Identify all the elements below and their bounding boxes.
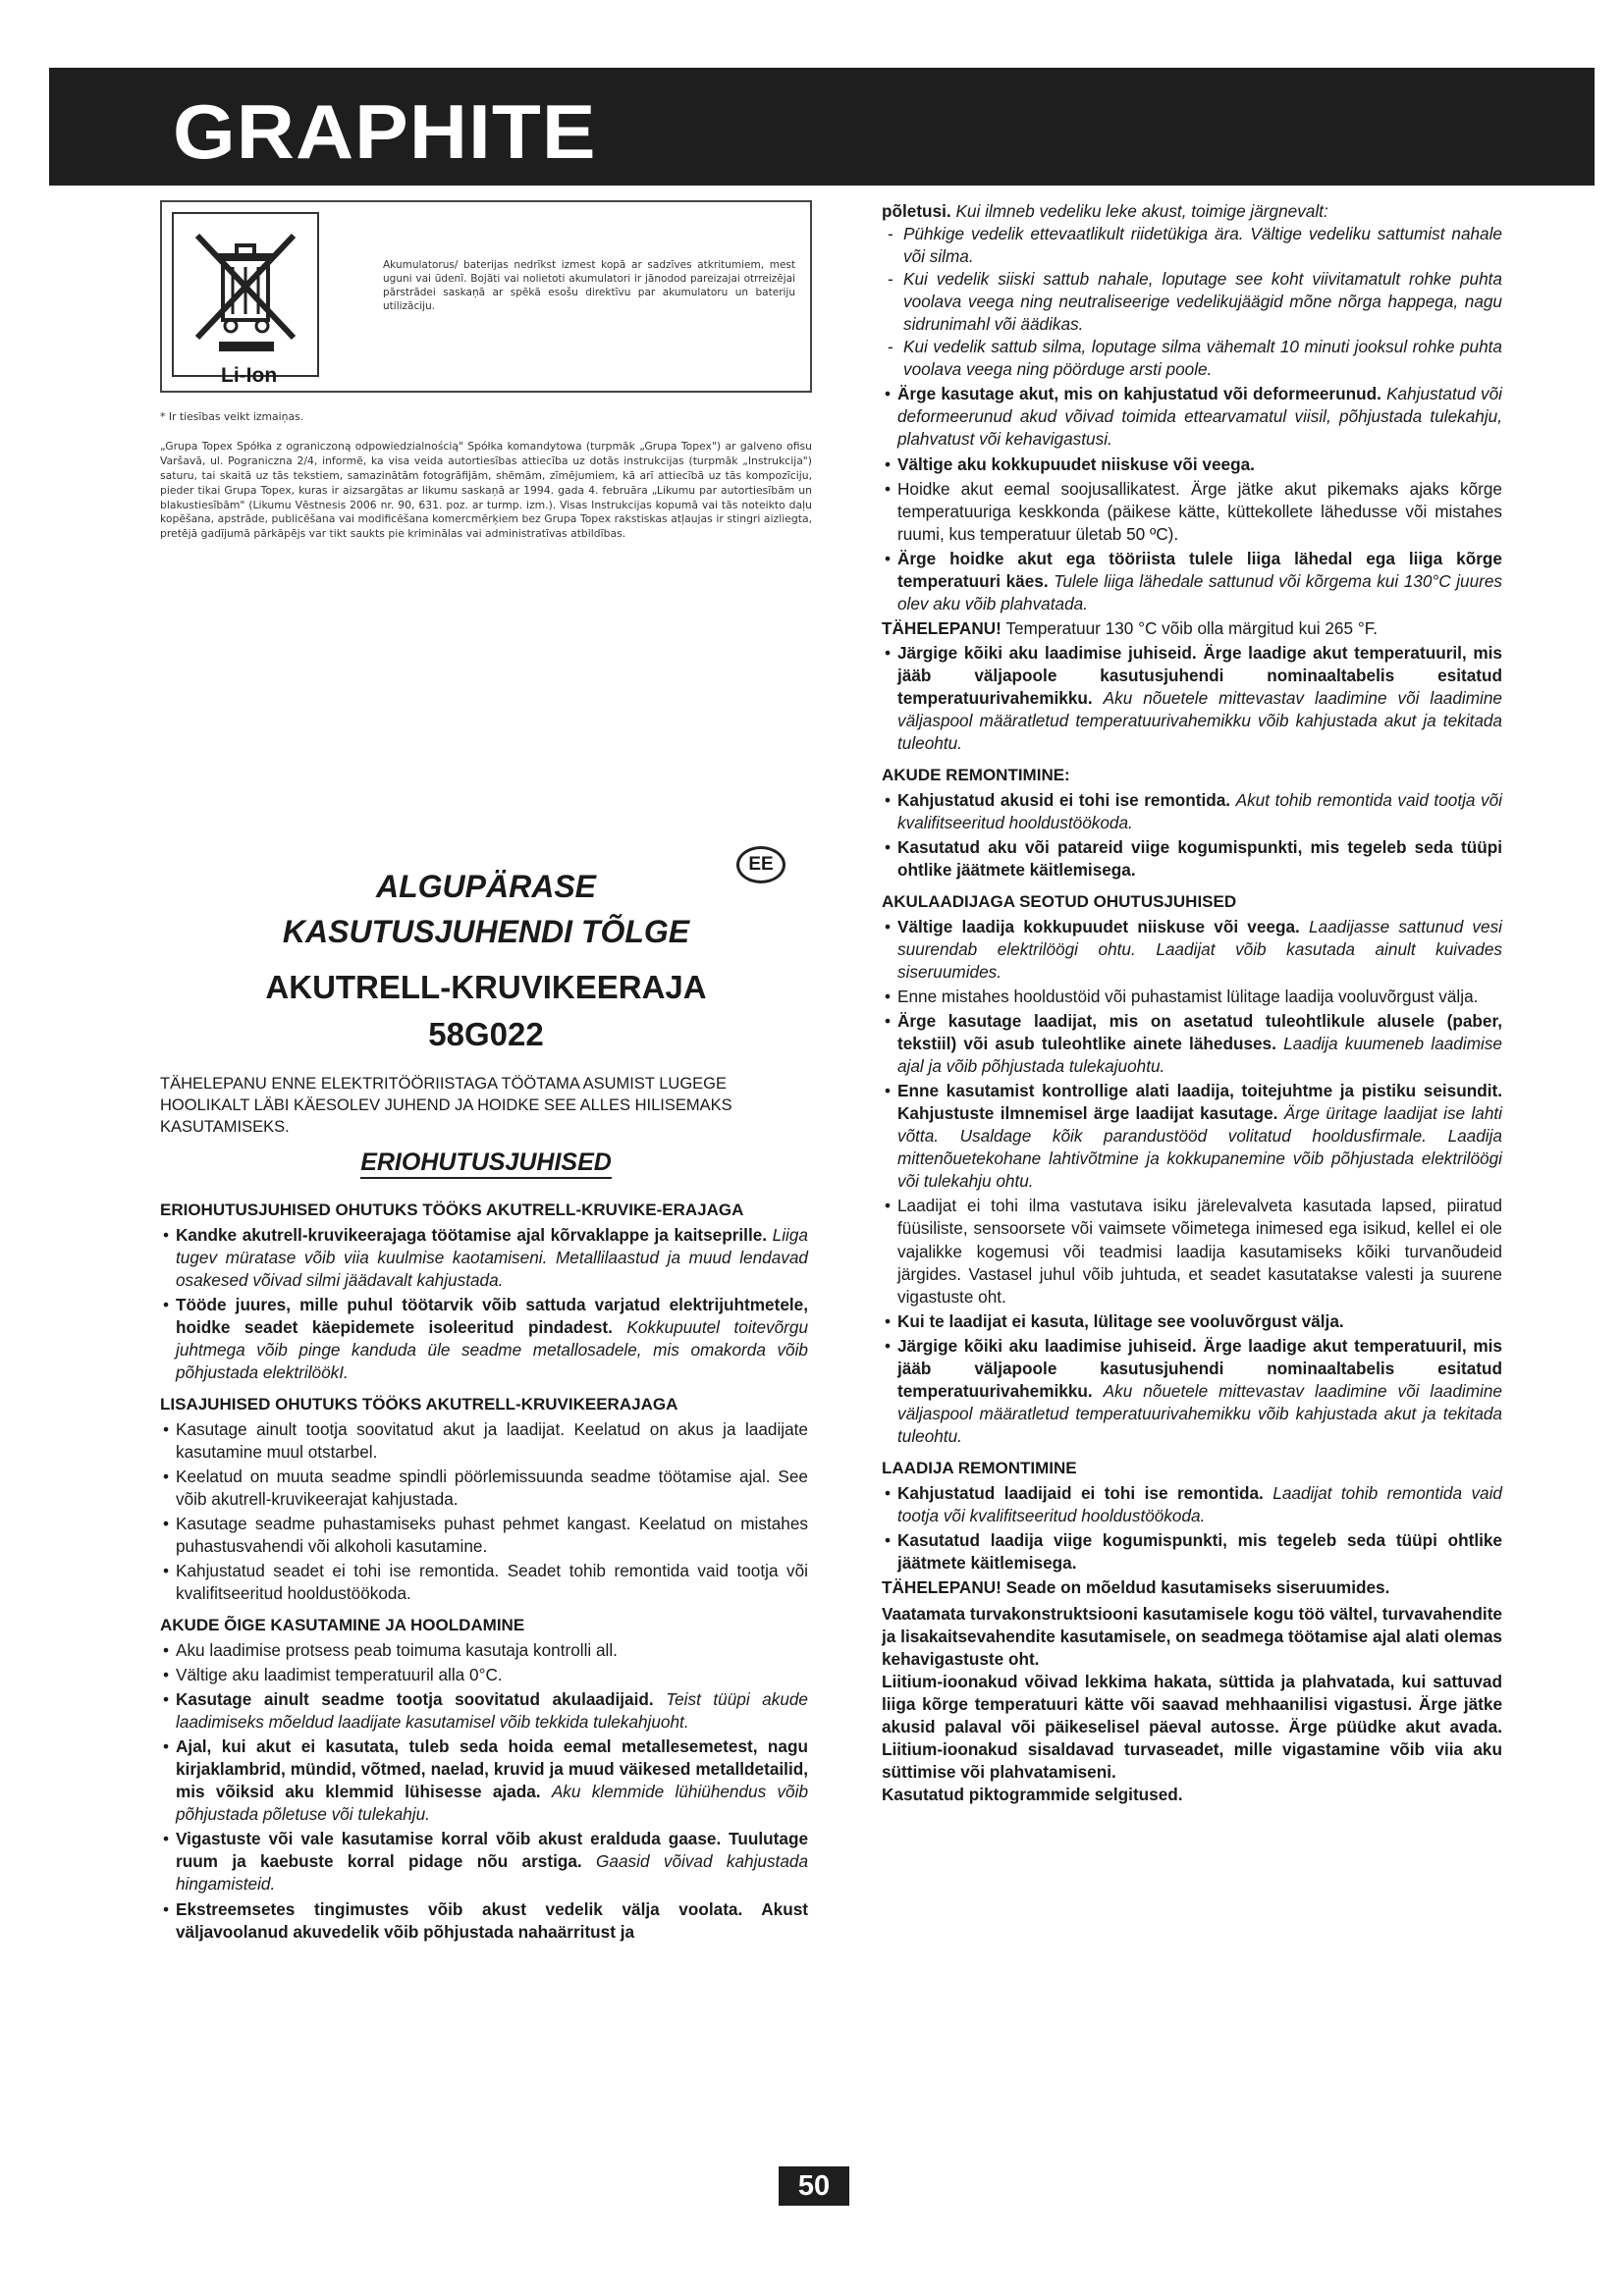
list-item: • Järgige kõiki aku laadimise juhiseid. Ärge laadige akut temperatuuril, mis jääb väljapoole kasutusjuhendi nominaaltabelis esitatud temperatuurivahemikku. Aku nõuetele mittevastav laadimine või laadimine väljaspool määratletud temperatuurivahemikku võib kahjustada akut ja tekitada tuleohtu. [882, 1335, 1502, 1448]
pictogram-note: Kasutatud piktogrammide selgitused. [882, 1785, 1183, 1805]
list-item: • Kandke akutrell-kruvikeerajaga töötamise ajal kõrvaklappe ja kaitseprille. Liiga tugev müratase võib viia kuulmise kaotamiseni. Metallilaastud ja muud lendavad osakesed võivad silmi jäädavalt kahjustada. [160, 1224, 808, 1292]
list-item: • Aku laadimise protsess peab toimuma kasutaja kontrolli all. [160, 1639, 808, 1662]
list-item: • Hoidke akut eemal soojusallikatest. Ärge jätke akut pikemaks ajaks kõrge temperatuuriga keskkonda (päikese kätte, küttekollete lähedusse või mistahes ruumi, kus temperatuur ületab 50 ºC). [882, 478, 1502, 546]
list-item: • Kui te laadijat ei kasuta, lülitage see vooluvõrgust välja. [882, 1310, 1502, 1333]
read-manual-warning: TÄHELEPANU ENNE ELEKTRITÖÖRIISTAGA TÖÖTAMA ASUMIST LUGEGE HOOLIKALT LÄBI KÄESOLEV JUHEND JA HOIDKE SEE ALLES HILISEMAKS KASUTAMISEKS. [160, 1075, 732, 1136]
list-item: • Ärge kasutage laadijat, mis on asetatud tuleohtlikule alusele (paber, tekstiil) või asub tuleohtlike ainete läheduses. Laadija kuumeneb laadimise ajal ja võib põhjustada tulekajuohtu. [882, 1010, 1502, 1078]
continued-paragraph: põletusi. Kui ilmneb vedeliku leke akust, toimige järgnevalt: [882, 201, 1328, 221]
heading-battery-care: AKUDE ÕIGE KASUTAMINE JA HOOLDAMINE [160, 1616, 525, 1635]
list-item: • Kasutatud aku või patareid viige kogumispunkti, mis tegeleb seda tüüpi ohtlike jäätmete käitlemisega. [882, 836, 1502, 881]
list-item: • Enne mistahes hooldustöid või puhastamist lülitage laadija vooluvõrgust välja. [882, 986, 1502, 1008]
list-item: - Pühkige vedelik ettevaatlikult riidetükiga ära. Vältige vedeliku sattumist nahale või silma. [882, 223, 1502, 268]
list-item: • Ärge kasutage akut, mis on kahjustatud või deformeerunud. Kahjustatud või deformeerunud akud võivad toimida ettearvamatul viisil, põhjustada tulekahju, plahvatust või kehavigastusi. [882, 383, 1502, 451]
temperature-note: TÄHELEPANU! Temperatuur 130 °C võib olla märgitud kui 265 °F. [882, 617, 1379, 638]
residual-risk-note: Vaatamata turvakonstruktsiooni kasutamisele kogu töö vältel, turvavahendite ja lisakaitsevahendite kasutamisele, on seadmega töötamise ajal alati olemas kehavigastuste oht. [882, 1603, 1502, 1670]
brand-logo: GRAPHITE [173, 88, 597, 175]
heading-charger-safety: AKULAADIJAGA SEOTUD OHUTUSJUHISED [882, 892, 1237, 912]
section-title-text: ERIOHUTUSJUHISED [360, 1148, 612, 1179]
li-ion-warning: Liitium-ioonakud võivad lekkima hakata, süttida ja plahvatada, kui sattuvad liiga kõrge temperatuuri kätte või saavad mehhaanilisi vigastusi. Ärge jätke akusid palaval või päikeselisel päeval autosse. Ärge püüdke akut avada. Liitium-ioonakud sisaldavad turvaseadet, mille vigastamine võib viia aku süttimise või plahvatamiseni. [882, 1672, 1502, 1783]
section-title [160, 1148, 812, 1177]
list-item: • Vältige aku kokkupuudet niiskuse või veega. [882, 454, 1502, 476]
title-line-1: ALGUPÄRASE [375, 869, 596, 904]
heading-charger-repair: LAADIJA REMONTIMINE [882, 1458, 1077, 1477]
list-item: • Kasutage ainult tootja soovitatud akut ja laadijat. Keelatud on akus ja laadijate kasutamine muul otstarbel. [160, 1418, 808, 1464]
list-item: • Kahjustatud seadet ei tohi ise remontida. Seadet tohib remontida vaid tootja või kvalifitseeritud hooldustöökoda. [160, 1560, 808, 1605]
copyright-text: „Grupa Topex Spółka z ograniczoną odpowiedzialnością" Spółka komandytowa (turpmāk „Grupa Topex") ar galveno ofisu Varšavā, ul. Pograniczna 2/4, informē, ka visa veida autortiesības attiecība uz dotās instrukcijas (turpmāk „Instrukcija") saturu, tai skaitā uz tās tekstiem, samazinātām fotogrāfijām, shēmām, zīmējumiem, kā arī attiecībā uz tās kompozīciju, pieder tikai Grupa Topex, kuras ir aizsargātas ar likumu saskaņā ar 1994. gada 4. februāra „Likumu par autortiesībām un blakustiesībām" (Likumu Vēstnesis 2006 nr. 90, 631. poz. ar turmp. izm.). Visas Instrukcijas kopumā vai tās noteikto daļu kopēšana, apstrāde, publicēšana vai modificēšana komercmērķiem bez Grupa Topex rakstiskas atļaujas ir stingri aizliegta, pretējā gadījumā pārkāpējs var tikt saukts pie kriminālas vai administratīvas atbildības. [160, 440, 812, 541]
product-title [160, 964, 812, 1058]
crossed-bin-frame [172, 212, 319, 377]
battery-disposal-box [160, 200, 812, 393]
list-item: • Vigastuste või vale kasutamise korral võib akust eralduda gaase. Tuulutage ruum ja kaebuste korral pidage nõu arstiga. Gaasid võivad kahjustada hingamisteid. [160, 1828, 808, 1896]
page-number: 50 [779, 2166, 849, 2206]
list-item: • Vältige laadija kokkupuudet niiskuse või veega. Laadijasse sattunud vesi suurendab elektrilöögi ohtu. Laadijat võib kasutada ainult kuivades siseruumides. [882, 916, 1502, 984]
left-column [160, 1200, 808, 1946]
list-item: • Kasutage seadme puhastamiseks puhast pehmet kangast. Keelatud on mistahes puhastusvahendi või alkoholi kasutamine. [160, 1513, 808, 1558]
right-column [882, 200, 1502, 1806]
language-badge: EE [736, 846, 785, 883]
product-model: 58G022 [428, 1016, 544, 1052]
heading-battery-repair: AKUDE REMONTIMINE: [882, 766, 1070, 785]
indoor-use-note: TÄHELEPANU! Seade on mõeldud kasutamiseks siseruumides. [882, 1576, 1390, 1597]
list-item: • Ekstreemsetes tingimustes võib akust vedelik välja voolata. Akust väljavoolanud akuvedelik võib põhjustada nahaärritust ja [160, 1898, 808, 1944]
list-item: • Ajal, kui akut ei kasutata, tuleb seda hoida eemal metallesemetest, nagu kirjaklambrid, mündid, võtmed, naelad, kruvid ja muud väikesed metalldetailid, mis võiksid aku klemmid lühisesse ajada. Aku klemmide lühiühendus võib põhjustada põletuse või tulekahju. [160, 1735, 808, 1826]
crossed-bin-icon [174, 218, 317, 355]
list-item: - Kui vedelik siiski sattub nahale, loputage see koht viivitamatult rohke puhta voolava veega ning neutraliseerige vedelikujäägid mõne nõrga happega, nagu sidrunimahl või äädikas. [882, 268, 1502, 336]
translation-title [160, 864, 812, 954]
heading-special-safety: ERIOHUTUSJUHISED OHUTUKS TÖÖKS AKUTRELL-KRUVIKE-ERAJAGA [160, 1201, 744, 1219]
heading-additional-safety: LISAJUHISED OHUTUKS TÖÖKS AKUTRELL-KRUVIKEERAJAGA [160, 1395, 678, 1415]
list-item: • Kahjustatud laadijaid ei tohi ise remontida. Laadijat tohib remontida vaid tootja või kvalifitseeritud hooldustöökoda. [882, 1482, 1502, 1527]
list-item: • Ärge hoidke akut ega tööriista tulele liiga lähedal ega liiga kõrge temperatuuri käes. Tulele liiga lähedale sattunud või kõrgema kui 130°C juures olev aku võib plahvatada. [882, 548, 1502, 615]
change-note: * Ir tiesības veikt izmaiņas. [160, 410, 304, 423]
list-item: • Kahjustatud akusid ei tohi ise remontida. Akut tohib remontida vaid tootja või kvalifitseeritud hooldustöökoda. [882, 789, 1502, 834]
li-ion-label: Li-Ion [221, 364, 278, 387]
title-line-2: KASUTUSJUHENDI TÕLGE [282, 914, 690, 949]
list-item: • Järgige kõiki aku laadimise juhiseid. Ärge laadige akut temperatuuril, mis jääb väljapoole kasutusjuhendi nominaaltabelis esitatud temperatuurivahemikku. Aku nõuetele mittevastav laadimine või laadimine väljaspool määratletud temperatuurivahemikku võib kahjustada akut ja tekitada tuleohtu. [882, 642, 1502, 755]
list-item: • Enne kasutamist kontrollige alati laadija, toitejuhtme ja pistiku seisundit. Kahjustuste ilmnemisel ärge laadijat kasutage. Ärge üritage laadijat ise lahti võtta. Usaldage kõik parandustööd volitatud hooldusfirmale. Laadija mittenõuetekohane lahtivõtmine ja kokkupanemine võib põhjustada elektrilöögi või tulekahju ohtu. [882, 1080, 1502, 1193]
list-item: • Kasutage ainult seadme tootja soovitatud akulaadijaid. Teist tüüpi akude laadimiseks mõeldud laadijate kasutamisel võib tekkida tulekahjuoht. [160, 1688, 808, 1734]
list-item: • Vältige aku laadimist temperatuuril alla 0°C. [160, 1664, 808, 1686]
list-item: - Kui vedelik sattub silma, loputage silma vähemalt 10 minuti jooksul rohke puhta voolava veega ning pöörduge arsti poole. [882, 336, 1502, 381]
list-item: • Laadijat ei tohi ilma vastutava isiku järelevalveta kasutada lapsed, piiratud füüsiliste, sensoorsete või vaimsete võimetega inimesed ega isikud, kellel ei ole vajalikke kogemusi või teadmisi laadija kasutamiseks kõiki turvanõudeid järgides. Vastasel juhul võib juhtuda, et seadet kasutatakse valesti ja suurene vigastuste oht. [882, 1195, 1502, 1308]
list-item: • Tööde juures, mille puhul töötarvik võib sattuda varjatud elektrijuhtmetele, hoidke seadet käepidemete isoleeritud pindadest. Kokkupuutel toitevõrgu juhtmega võib pinge kanduda üle seadme metallosadele, mis omakorda võib põhjustada elektrilöökI. [160, 1294, 808, 1384]
list-item: • Keelatud on muuta seadme spindli pöörlemissuunda seadme töötamise ajal. See võib akutrell-kruvikeerajat kahjustada. [160, 1466, 808, 1511]
page-header [49, 68, 1595, 186]
disposal-text: Akumulatorus/ baterijas nedrīkst izmest kopā ar sadzīves atkritumiem, mest uguni vai ūdenī. Bojāti vai nolietoti akumulatori ir jānodod pareizajai otrreizējai pārstrādei saskaņā ar spēkā esošu direktīvu par akumulatoru un bateriju utilizāciju. [383, 259, 795, 312]
product-name: AKUTRELL-KRUVIKEERAJA [265, 969, 707, 1005]
list-item: • Kasutatud laadija viige kogumispunkti, mis tegeleb seda tüüpi ohtlike jäätmete käitlemisega. [882, 1529, 1502, 1575]
